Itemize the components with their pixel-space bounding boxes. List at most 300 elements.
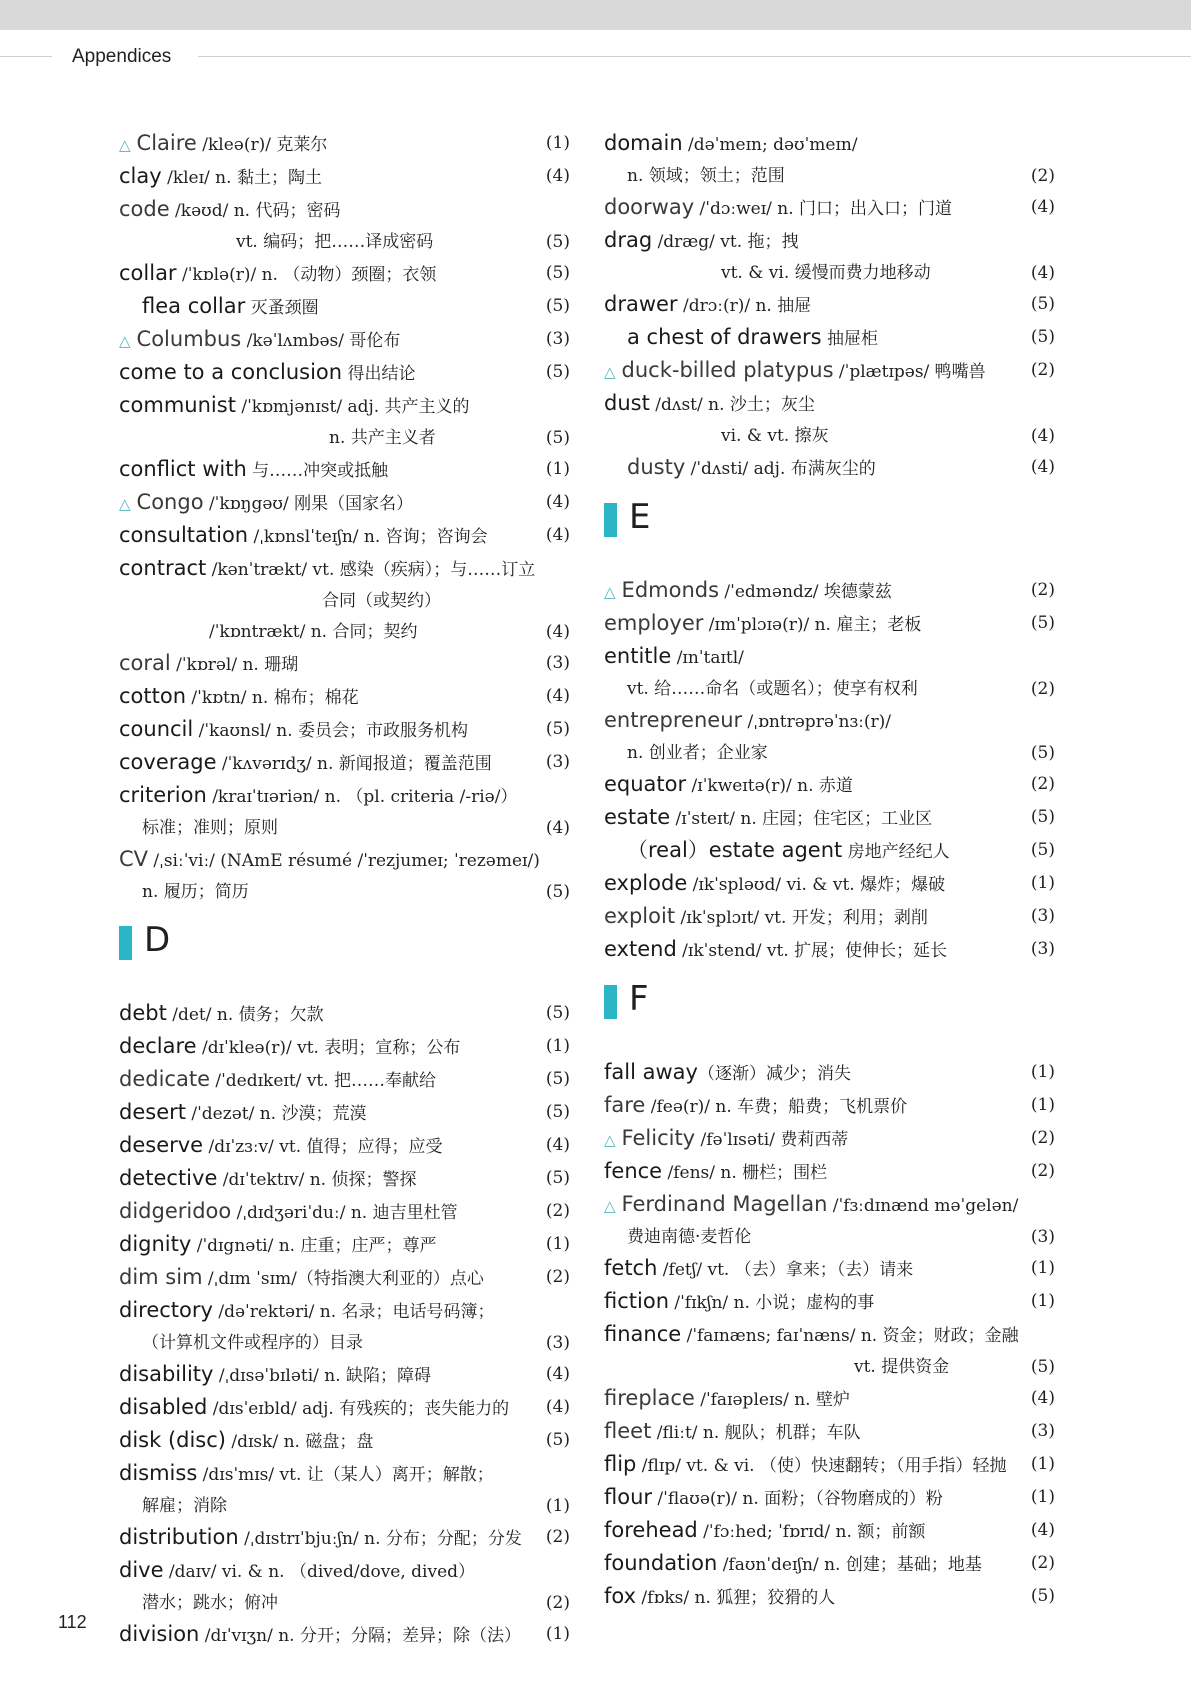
glossary-entry — [604, 575, 1055, 608]
unit-number: (5) — [1030, 743, 1055, 763]
unit-number: (2) — [1030, 580, 1055, 600]
entry-line — [119, 780, 536, 813]
headword: entitle — [604, 644, 672, 668]
headword: entrepreneur — [604, 708, 743, 732]
unit-number: (5) — [545, 1069, 570, 1089]
definition: 潜水；跳水；俯冲 — [142, 1593, 278, 1613]
definition: /flɪp/ vt. & vi. （使）快速翻转；（用手指）轻抛 — [636, 1456, 1007, 1476]
glossary-entry — [119, 1425, 570, 1458]
unit-number: (5) — [1030, 840, 1055, 860]
entry-line — [119, 1458, 536, 1491]
headword: disk (disc) — [119, 1428, 226, 1452]
headword: come to a conclusion — [119, 360, 343, 384]
definition: n. 领域；领土；范围 — [627, 166, 785, 186]
definition: n. 履历；简历 — [142, 882, 249, 902]
entry-line — [604, 1156, 1021, 1189]
definition: /ɪnˈtaɪtl/ — [671, 648, 744, 668]
entry-line — [604, 1383, 1021, 1416]
glossary-entry — [604, 388, 1055, 452]
entry-line — [119, 1491, 536, 1522]
glossary-entry — [119, 648, 570, 681]
definition: /ˈfɪkʃn/ n. 小说；虚构的事 — [669, 1293, 875, 1313]
headword: dive — [119, 1558, 164, 1582]
definition: /feə(r)/ n. 车费；船费；飞机票价 — [645, 1097, 908, 1117]
entry-line — [604, 674, 1021, 705]
entry-line — [604, 192, 1021, 225]
triangle-marker-icon: △ — [604, 1131, 616, 1149]
headword: council — [119, 717, 194, 741]
glossary-entry — [119, 128, 570, 161]
top-band — [0, 0, 1191, 30]
glossary-entry — [119, 1392, 570, 1425]
entry-line — [119, 648, 536, 681]
unit-number: (3) — [545, 653, 570, 673]
entry-line — [119, 423, 536, 454]
glossary-entry — [604, 1156, 1055, 1189]
glossary-entry — [119, 1196, 570, 1229]
unit-number: (2) — [1030, 1161, 1055, 1181]
unit-number: (1) — [1030, 1095, 1055, 1115]
glossary-entry — [119, 1229, 570, 1262]
definition: /ˈkɒmjənɪst/ adj. 共产主义的 — [235, 397, 470, 417]
definition: /det/ n. 债务；欠款 — [166, 1005, 324, 1025]
definition: /ˌɒntrəprəˈnɜː(r)/ — [742, 712, 891, 732]
unit-number: (4) — [545, 525, 570, 545]
definition: /ɪmˈplɔɪə(r)/ n. 雇主；老板 — [703, 615, 922, 635]
definition: 灭蚤颈圈 — [245, 298, 319, 318]
entry-line — [119, 1163, 536, 1196]
unit-number: (4) — [545, 622, 570, 642]
definition: /ˈflaʊə(r)/ n. 面粉；（谷物磨成的）粉 — [652, 1489, 943, 1509]
entry-line — [604, 1352, 1021, 1383]
headword: domain — [604, 131, 683, 155]
headword: contract — [119, 556, 207, 580]
headword: employer — [604, 611, 704, 635]
headword: collar — [119, 261, 177, 285]
definition: /ˈdezət/ n. 沙漠；荒漠 — [185, 1104, 367, 1124]
unit-number: (4) — [545, 1397, 570, 1417]
glossary-entry — [604, 1449, 1055, 1482]
unit-number: (2) — [545, 1527, 570, 1547]
definition: /dɪˈkleə(r)/ vt. 表明；宣称；公布 — [196, 1038, 461, 1058]
definition: /dɪsk/ n. 磁盘；盘 — [225, 1432, 374, 1452]
headword: Congo — [136, 490, 204, 514]
headword: dim sim — [119, 1265, 203, 1289]
headword: finance — [604, 1322, 682, 1346]
unit-number: (5) — [545, 1003, 570, 1023]
glossary-entry — [604, 1416, 1055, 1449]
entry-line — [119, 877, 536, 908]
headword: flea collar — [142, 294, 246, 318]
entry-line — [604, 322, 1021, 355]
entry-line — [604, 1253, 1021, 1286]
entry-line — [119, 258, 536, 291]
running-header: Appendices — [72, 46, 172, 67]
headword: fall away — [604, 1060, 698, 1084]
headword: criterion — [119, 783, 207, 807]
headword: explode — [604, 871, 688, 895]
definition: /fɒks/ n. 狐狸；狡猾的人 — [636, 1588, 836, 1608]
entry-line — [119, 1031, 536, 1064]
unit-number: (3) — [1030, 939, 1055, 959]
glossary-entry — [604, 1253, 1055, 1286]
headword: dusty — [627, 455, 686, 479]
headword: disability — [119, 1362, 214, 1386]
headword: fiction — [604, 1289, 669, 1313]
glossary-entry — [604, 1090, 1055, 1123]
entry-line — [119, 324, 536, 357]
section-letter: E — [629, 497, 651, 537]
glossary-entry — [604, 608, 1055, 641]
unit-number: (2) — [1030, 1128, 1055, 1148]
entry-line — [604, 1482, 1021, 1515]
unit-number: (4) — [545, 1364, 570, 1384]
definition: 解雇；消除 — [142, 1496, 227, 1516]
glossary-entry — [604, 802, 1055, 835]
definition: /ˈdɪgnəti/ n. 庄重；庄严；尊严 — [191, 1236, 437, 1256]
definition: /ˈkʌvərɪdʒ/ n. 新闻报道；覆盖范围 — [216, 754, 492, 774]
definition: /ˌsiːˈviː/ (NAmE résumé /ˈrezjumeɪ; ˈrezəmeɪ/) — [148, 851, 540, 871]
unit-number: (2) — [1030, 679, 1055, 699]
headword: flip — [604, 1452, 637, 1476]
entry-line — [604, 901, 1021, 934]
unit-number: (4) — [1030, 263, 1055, 283]
headword: fox — [604, 1584, 637, 1608]
entry-line — [119, 1555, 536, 1588]
definition: /ˌkɒnslˈteɪʃn/ n. 咨询；咨询会 — [248, 527, 488, 547]
glossary-entry — [119, 194, 570, 258]
headword: distribution — [119, 1525, 239, 1549]
entry-line — [119, 357, 536, 390]
headword: drawer — [604, 292, 678, 316]
unit-number: (1) — [1030, 1454, 1055, 1474]
headword: dedicate — [119, 1067, 210, 1091]
entry-line — [119, 1588, 536, 1619]
entry-line — [604, 421, 1021, 452]
definition: n. 共产主义者 — [329, 428, 436, 448]
entry-line — [604, 1515, 1021, 1548]
glossary-entry — [119, 454, 570, 487]
definition: /ˈkaʊnsl/ n. 委员会；市政服务机构 — [193, 721, 469, 741]
entry-line — [119, 1262, 536, 1295]
header-rule-right — [198, 56, 1191, 57]
headword: clay — [119, 164, 162, 188]
unit-number: (4) — [545, 686, 570, 706]
unit-number: (3) — [545, 1333, 570, 1353]
triangle-marker-icon: △ — [604, 1197, 616, 1215]
unit-number: (2) — [545, 1267, 570, 1287]
section-heading — [604, 967, 1055, 1057]
entry-line — [604, 1416, 1021, 1449]
entry-line — [119, 1229, 536, 1262]
unit-number: (5) — [545, 296, 570, 316]
glossary-entry — [119, 1130, 570, 1163]
headword: conflict with — [119, 457, 247, 481]
unit-number: (2) — [1030, 774, 1055, 794]
definition: /ˌdɪdʒəriˈduː/ n. 迪吉里杜管 — [231, 1203, 458, 1223]
glossary-entry — [119, 681, 570, 714]
definition: /dɪsˈmɪs/ vt. 让（某人）离开；解散； — [197, 1465, 494, 1485]
definition: /dəˈmeɪn; dəʊˈmeɪn/ — [682, 135, 858, 155]
header-rule-left — [0, 56, 52, 57]
left-column — [119, 128, 570, 1652]
unit-number: (5) — [1030, 1586, 1055, 1606]
entry-line — [119, 227, 536, 258]
entry-line — [119, 390, 536, 423]
unit-number: (4) — [545, 166, 570, 186]
glossary-entry — [604, 1383, 1055, 1416]
definition: /ˈdedɪkeɪt/ vt. 把……奉献给 — [209, 1071, 437, 1091]
unit-number: (5) — [545, 882, 570, 902]
definition: /fetʃ/ vt. （去）拿来；（去）请来 — [657, 1260, 914, 1280]
entry-line — [119, 1522, 536, 1555]
headword: disabled — [119, 1395, 208, 1419]
unit-number: (5) — [545, 232, 570, 252]
definition: 抽屉柜 — [821, 329, 878, 349]
definition: /ɪˈkweɪtə(r)/ n. 赤道 — [686, 776, 853, 796]
entry-line — [119, 520, 536, 553]
unit-number: (2) — [545, 1201, 570, 1221]
glossary-entry — [604, 1515, 1055, 1548]
unit-number: (3) — [1030, 906, 1055, 926]
unit-number: (5) — [545, 1102, 570, 1122]
triangle-marker-icon: △ — [604, 363, 616, 381]
section-marker-bar — [604, 503, 617, 537]
definition: /ˈfɔːhed; ˈfɒrɪd/ n. 额；前额 — [697, 1522, 926, 1542]
headword: Claire — [136, 131, 197, 155]
unit-number: (5) — [545, 1168, 570, 1188]
glossary-entry — [119, 324, 570, 357]
headword: dust — [604, 391, 650, 415]
unit-number: (4) — [1030, 197, 1055, 217]
entry-line — [604, 289, 1021, 322]
definition: 与……冲突或抵触 — [246, 461, 389, 481]
definition: n. 创业者；企业家 — [627, 743, 768, 763]
definition: /kəˈlʌmbəs/ 哥伦布 — [241, 331, 401, 351]
section-letter: D — [144, 920, 171, 960]
unit-number: (1) — [1030, 1487, 1055, 1507]
definition: /ˈfaɪəpleɪs/ n. 壁炉 — [694, 1390, 850, 1410]
glossary-entry — [604, 1319, 1055, 1383]
unit-number: (3) — [545, 329, 570, 349]
entry-line — [119, 1196, 536, 1229]
headword: dignity — [119, 1232, 192, 1256]
entry-line — [604, 1548, 1021, 1581]
headword: CV — [119, 847, 149, 871]
entry-line — [604, 128, 1021, 161]
entry-line — [119, 617, 536, 648]
headword: declare — [119, 1034, 197, 1058]
entry-line — [604, 258, 1021, 289]
definition: vt. 给……命名（或题名）；使享有权利 — [627, 679, 918, 699]
headword: coverage — [119, 750, 217, 774]
definition: /ˌdɪm ˈsɪm/（特指澳大利亚的）点心 — [202, 1269, 484, 1289]
entry-line — [119, 1392, 536, 1425]
unit-number: (1) — [1030, 873, 1055, 893]
entry-line — [604, 934, 1021, 967]
unit-number: (4) — [1030, 1520, 1055, 1540]
headword: drag — [604, 228, 653, 252]
entry-line — [119, 1425, 536, 1458]
headword: fireplace — [604, 1386, 695, 1410]
glossary-entry — [119, 258, 570, 291]
glossary-entry — [119, 1555, 570, 1619]
unit-number: (5) — [545, 362, 570, 382]
entry-line — [604, 1449, 1021, 1482]
glossary-entry — [604, 934, 1055, 967]
entry-line — [119, 747, 536, 780]
entry-line — [604, 1581, 1021, 1614]
headword: consultation — [119, 523, 249, 547]
section-heading — [119, 908, 570, 998]
definition: （逐渐）减少；消失 — [697, 1064, 851, 1084]
glossary-entry — [604, 769, 1055, 802]
unit-number: (2) — [545, 1593, 570, 1613]
definition: /kleɪ/ n. 黏土；陶土 — [161, 168, 322, 188]
glossary-entry — [604, 641, 1055, 705]
definition: vt. 编码；把……译成密码 — [236, 232, 434, 252]
definition: /faʊnˈdeɪʃn/ n. 创建；基础；地基 — [717, 1555, 982, 1575]
headword: debt — [119, 1001, 167, 1025]
definition: /ˈkɒntrækt/ n. 合同；契约 — [209, 622, 418, 642]
definition: /kəʊd/ n. 代码；密码 — [169, 201, 341, 221]
definition: 房地产经纪人 — [842, 842, 950, 862]
glossary-entry — [604, 1581, 1055, 1614]
entry-line — [119, 1064, 536, 1097]
unit-number: (2) — [1030, 360, 1055, 380]
headword: Felicity — [621, 1126, 696, 1150]
definition: /ˈedməndz/ 埃德蒙兹 — [719, 582, 892, 602]
section-marker-bar — [604, 985, 617, 1019]
headword: Ferdinand Magellan — [621, 1192, 828, 1216]
glossary-entry — [119, 291, 570, 324]
entry-line — [119, 1359, 536, 1392]
headword: equator — [604, 772, 687, 796]
unit-number: (1) — [1030, 1258, 1055, 1278]
entry-line — [119, 128, 536, 161]
glossary-entry — [119, 1031, 570, 1064]
glossary-entry — [604, 1057, 1055, 1090]
unit-number: (3) — [1030, 1227, 1055, 1247]
unit-number: (2) — [1030, 166, 1055, 186]
unit-number: (1) — [1030, 1062, 1055, 1082]
definition: （计算机文件或程序的）目录 — [142, 1333, 363, 1353]
glossary-entry — [604, 1286, 1055, 1319]
definition: /dəˈrektəri/ n. 名录；电话号码簿； — [212, 1302, 495, 1322]
headword: fence — [604, 1159, 663, 1183]
definition: /dɪˈtektɪv/ n. 侦探；警探 — [217, 1170, 417, 1190]
entry-line — [604, 161, 1021, 192]
entry-line — [119, 586, 536, 617]
unit-number: (5) — [1030, 327, 1055, 347]
headword: cotton — [119, 684, 187, 708]
definition: 合同（或契约） — [322, 591, 441, 611]
definition: /ɪkˈsplɔɪt/ vt. 开发；利用；剥削 — [675, 908, 928, 928]
entry-line — [119, 844, 540, 877]
entry-line — [604, 738, 1021, 769]
glossary-entry — [119, 553, 570, 648]
definition: /kraɪˈtɪəriən/ n. （pl. criteria /-riə/） — [206, 787, 518, 807]
unit-number: (3) — [545, 752, 570, 772]
headword: estate — [604, 805, 671, 829]
headword: doorway — [604, 195, 695, 219]
headword: a chest of drawers — [627, 325, 822, 349]
entry-line — [119, 813, 536, 844]
entry-line — [604, 705, 1021, 738]
glossary-entry — [604, 1482, 1055, 1515]
unit-number: (5) — [1030, 613, 1055, 633]
unit-number: (5) — [545, 719, 570, 739]
headword: fetch — [604, 1256, 658, 1280]
glossary-entry — [119, 780, 570, 844]
entry-line — [604, 575, 1021, 608]
entry-line — [119, 161, 536, 194]
unit-number: (2) — [1030, 1553, 1055, 1573]
definition: 标准；准则；原则 — [142, 818, 278, 838]
glossary-entry — [604, 835, 1055, 868]
definition: vt. & vi. 缓慢而费力地移动 — [721, 263, 931, 283]
unit-number: (1) — [545, 133, 570, 153]
definition: /ˈfɜːdɪnænd məˈgelən/ — [827, 1196, 1019, 1216]
triangle-marker-icon: △ — [604, 583, 616, 601]
unit-number: (4) — [545, 818, 570, 838]
glossary-entry — [119, 747, 570, 780]
unit-number: (5) — [545, 263, 570, 283]
glossary-entry — [119, 1619, 570, 1652]
glossary-entry — [119, 1163, 570, 1196]
glossary-entry — [119, 714, 570, 747]
entry-line — [604, 802, 1021, 835]
glossary-entry — [604, 289, 1055, 322]
headword: division — [119, 1622, 200, 1646]
glossary-entry — [604, 1123, 1055, 1156]
definition: /ˈdɔːweɪ/ n. 门口；出入口；门道 — [694, 199, 953, 219]
headword: flour — [604, 1485, 653, 1509]
unit-number: (5) — [1030, 294, 1055, 314]
unit-number: (4) — [545, 492, 570, 512]
headword: didgeridoo — [119, 1199, 232, 1223]
definition: /ɪkˈstend/ vt. 扩展；使伸长；延长 — [676, 941, 948, 961]
definition: /ˈkɒlə(r)/ n. （动物）颈圈；衣领 — [176, 265, 437, 285]
entry-line — [119, 1295, 536, 1328]
headword: Edmonds — [621, 578, 720, 602]
definition: /dɪˈvɪʒn/ n. 分开；分隔；差异；除（法） — [199, 1626, 521, 1646]
headword: fleet — [604, 1419, 652, 1443]
entry-line — [119, 291, 536, 324]
definition: /ˌdɪsəˈbɪləti/ n. 缺陷；障碍 — [213, 1366, 432, 1386]
definition: 费迪南德·麦哲伦 — [627, 1227, 752, 1247]
glossary-entry — [119, 1458, 570, 1522]
triangle-marker-icon: △ — [119, 495, 131, 513]
entry-line — [604, 769, 1021, 802]
glossary-entry — [119, 1359, 570, 1392]
entry-line — [604, 225, 1021, 258]
entry-line — [119, 1328, 536, 1359]
entry-line — [604, 641, 1021, 674]
unit-number: (1) — [545, 1624, 570, 1644]
glossary-entry — [604, 225, 1055, 289]
entry-line — [604, 1222, 1021, 1253]
headword: coral — [119, 651, 171, 675]
definition: /ˈfaɪnæns; faɪˈnæns/ n. 资金；财政；金融 — [681, 1326, 1019, 1346]
definition: vt. 提供资金 — [854, 1357, 950, 1377]
definition: /ˈkɒtn/ n. 棉布；棉花 — [186, 688, 359, 708]
headword: code — [119, 197, 170, 221]
entry-line — [604, 388, 1021, 421]
definition: /dræg/ vt. 拖；拽 — [652, 232, 799, 252]
entry-line — [604, 452, 1021, 485]
section-letter: F — [629, 979, 649, 1019]
